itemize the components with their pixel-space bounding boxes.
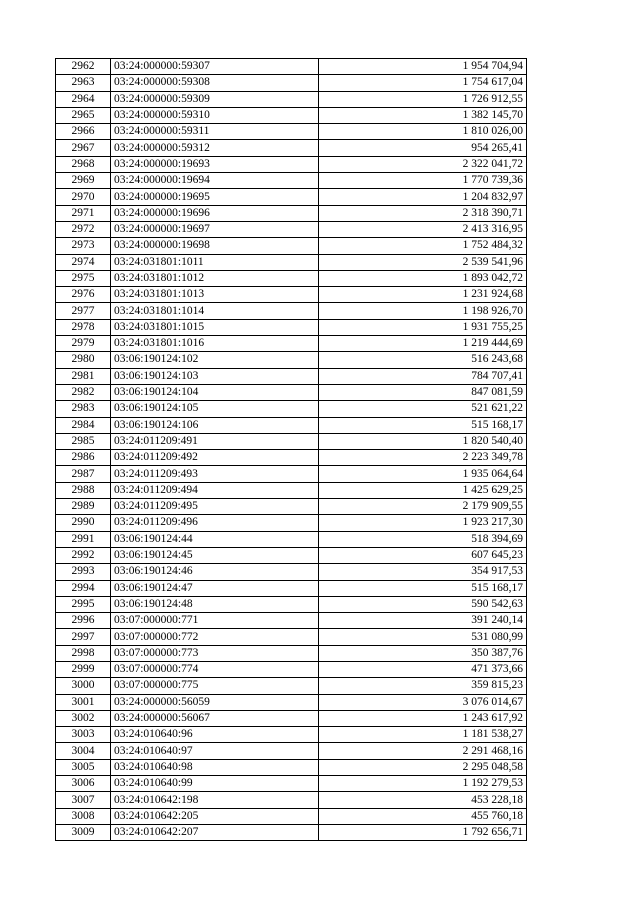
row-number-cell: 3006	[56, 776, 111, 792]
cadastral-value-cell: 350 387,76	[319, 645, 527, 661]
cadastral-number-cell: 03:24:000000:56059	[111, 694, 319, 710]
cadastral-number-cell: 03:24:010640:97	[111, 743, 319, 759]
cadastral-value-cell: 1 923 217,30	[319, 515, 527, 531]
cadastral-number-cell: 03:24:010640:98	[111, 759, 319, 775]
cadastral-number-cell: 03:06:190124:106	[111, 417, 319, 433]
cadastral-value-cell: 1 954 704,94	[319, 59, 527, 75]
cadastral-value-cell: 1 752 484,32	[319, 238, 527, 254]
cadastral-number-cell: 03:24:031801:1014	[111, 303, 319, 319]
cadastral-number-cell: 03:06:190124:102	[111, 352, 319, 368]
cadastral-number-cell: 03:24:011209:492	[111, 450, 319, 466]
row-number-cell: 2998	[56, 645, 111, 661]
cadastral-number-cell: 03:07:000000:773	[111, 645, 319, 661]
cadastral-number-cell: 03:06:190124:105	[111, 401, 319, 417]
row-number-cell: 3002	[56, 710, 111, 726]
table-row	[56, 107, 527, 123]
cadastral-number-cell: 03:24:000000:19696	[111, 205, 319, 221]
row-number-cell: 2978	[56, 319, 111, 335]
row-number-cell: 2987	[56, 466, 111, 482]
table-row	[56, 75, 527, 91]
row-number-cell: 2967	[56, 140, 111, 156]
cadastral-value-cell: 2 179 909,55	[319, 499, 527, 515]
table-row	[56, 678, 527, 694]
table-row	[56, 221, 527, 237]
cadastral-value-cell: 391 240,14	[319, 613, 527, 629]
cadastral-number-cell: 03:07:000000:775	[111, 678, 319, 694]
cadastral-number-cell: 03:24:000000:59307	[111, 59, 319, 75]
cadastral-value-cell: 1 931 755,25	[319, 319, 527, 335]
cadastral-number-cell: 03:24:010642:207	[111, 824, 319, 840]
table-row	[56, 629, 527, 645]
table-row	[56, 710, 527, 726]
cadastral-value-cell: 1 181 538,27	[319, 727, 527, 743]
row-number-cell: 2981	[56, 368, 111, 384]
cadastral-number-cell: 03:06:190124:45	[111, 547, 319, 563]
cadastral-number-cell: 03:24:010640:96	[111, 727, 319, 743]
row-number-cell: 2996	[56, 613, 111, 629]
row-number-cell: 2984	[56, 417, 111, 433]
cadastral-number-cell: 03:24:000000:19694	[111, 173, 319, 189]
table-row	[56, 743, 527, 759]
cadastral-value-cell: 1 219 444,69	[319, 336, 527, 352]
row-number-cell: 2964	[56, 91, 111, 107]
row-number-cell: 2968	[56, 156, 111, 172]
document-page	[55, 58, 527, 841]
cadastral-number-cell: 03:24:031801:1015	[111, 319, 319, 335]
cadastral-number-cell: 03:24:000000:59310	[111, 107, 319, 123]
row-number-cell: 2969	[56, 173, 111, 189]
cadastral-number-cell: 03:24:031801:1011	[111, 254, 319, 270]
cadastral-value-cell: 354 917,53	[319, 564, 527, 580]
cadastral-value-cell: 471 373,66	[319, 661, 527, 677]
row-number-cell: 2992	[56, 547, 111, 563]
cadastral-number-cell: 03:07:000000:774	[111, 661, 319, 677]
cadastral-number-cell: 03:24:011209:496	[111, 515, 319, 531]
row-number-cell: 2999	[56, 661, 111, 677]
table-row	[56, 417, 527, 433]
cadastral-number-cell: 03:24:011209:495	[111, 499, 319, 515]
cadastral-value-cell: 2 413 316,95	[319, 221, 527, 237]
cadastral-number-cell: 03:06:190124:48	[111, 596, 319, 612]
row-number-cell: 2989	[56, 499, 111, 515]
cadastral-number-cell: 03:06:190124:47	[111, 580, 319, 596]
row-number-cell: 2963	[56, 75, 111, 91]
cadastral-value-cell: 515 168,17	[319, 580, 527, 596]
table-row	[56, 156, 527, 172]
table-row	[56, 466, 527, 482]
table-row	[56, 580, 527, 596]
table-row	[56, 694, 527, 710]
table-row	[56, 792, 527, 808]
cadastral-number-cell: 03:07:000000:772	[111, 629, 319, 645]
table-row	[56, 596, 527, 612]
cadastral-value-cell: 1 382 145,70	[319, 107, 527, 123]
cadastral-value-cell: 1 192 279,53	[319, 776, 527, 792]
row-number-cell: 2966	[56, 124, 111, 140]
table-row	[56, 205, 527, 221]
table-row	[56, 189, 527, 205]
cadastral-value-cell: 2 295 048,58	[319, 759, 527, 775]
cadastral-value-cell: 1 820 540,40	[319, 433, 527, 449]
cadastral-number-cell: 03:24:011209:491	[111, 433, 319, 449]
cadastral-value-cell: 954 265,41	[319, 140, 527, 156]
cadastral-value-cell: 518 394,69	[319, 531, 527, 547]
row-number-cell: 2972	[56, 221, 111, 237]
table-row	[56, 564, 527, 580]
row-number-cell: 2980	[56, 352, 111, 368]
cadastral-number-cell: 03:24:010642:198	[111, 792, 319, 808]
row-number-cell: 3008	[56, 808, 111, 824]
row-number-cell: 2962	[56, 59, 111, 75]
cadastral-number-cell: 03:06:190124:103	[111, 368, 319, 384]
table-row	[56, 613, 527, 629]
cadastral-value-cell: 1 810 026,00	[319, 124, 527, 140]
cadastral-value-cell: 847 081,59	[319, 384, 527, 400]
row-number-cell: 3009	[56, 824, 111, 840]
row-number-cell: 2991	[56, 531, 111, 547]
table-row	[56, 450, 527, 466]
cadastral-number-cell: 03:24:000000:19693	[111, 156, 319, 172]
table-row	[56, 401, 527, 417]
cadastral-value-cell: 1 754 617,04	[319, 75, 527, 91]
cadastral-value-cell: 1 425 629,25	[319, 482, 527, 498]
table-row	[56, 352, 527, 368]
cadastral-number-cell: 03:24:031801:1016	[111, 336, 319, 352]
table-row	[56, 515, 527, 531]
row-number-cell: 2971	[56, 205, 111, 221]
table-row	[56, 433, 527, 449]
cadastral-value-cell: 1 770 739,36	[319, 173, 527, 189]
table-row	[56, 531, 527, 547]
row-number-cell: 3001	[56, 694, 111, 710]
cadastral-value-cell: 1 792 656,71	[319, 824, 527, 840]
row-number-cell: 2979	[56, 336, 111, 352]
cadastral-value-cell: 1 231 924,68	[319, 287, 527, 303]
cadastral-number-cell: 03:24:011209:494	[111, 482, 319, 498]
cadastral-value-cell: 784 707,41	[319, 368, 527, 384]
table-row	[56, 287, 527, 303]
table-row	[56, 238, 527, 254]
cadastral-value-cell: 1 243 617,92	[319, 710, 527, 726]
table-row	[56, 727, 527, 743]
row-number-cell: 2970	[56, 189, 111, 205]
cadastral-number-cell: 03:24:031801:1012	[111, 270, 319, 286]
row-number-cell: 3005	[56, 759, 111, 775]
row-number-cell: 2965	[56, 107, 111, 123]
row-number-cell: 2994	[56, 580, 111, 596]
cadastral-value-cell: 2 318 390,71	[319, 205, 527, 221]
cadastral-number-cell: 03:24:000000:56067	[111, 710, 319, 726]
table-row	[56, 482, 527, 498]
cadastral-number-cell: 03:24:000000:59309	[111, 91, 319, 107]
cadastral-value-table	[55, 58, 527, 841]
table-row	[56, 173, 527, 189]
cadastral-value-cell: 607 645,23	[319, 547, 527, 563]
cadastral-value-cell: 455 760,18	[319, 808, 527, 824]
cadastral-value-cell: 516 243,68	[319, 352, 527, 368]
cadastral-number-cell: 03:24:000000:19698	[111, 238, 319, 254]
cadastral-value-cell: 521 621,22	[319, 401, 527, 417]
row-number-cell: 2974	[56, 254, 111, 270]
cadastral-value-cell: 590 542,63	[319, 596, 527, 612]
cadastral-number-cell: 03:07:000000:771	[111, 613, 319, 629]
cadastral-value-cell: 1 935 064,64	[319, 466, 527, 482]
row-number-cell: 2977	[56, 303, 111, 319]
row-number-cell: 2988	[56, 482, 111, 498]
table-row	[56, 645, 527, 661]
table-row	[56, 140, 527, 156]
row-number-cell: 2997	[56, 629, 111, 645]
row-number-cell: 2995	[56, 596, 111, 612]
row-number-cell: 2973	[56, 238, 111, 254]
row-number-cell: 2986	[56, 450, 111, 466]
cadastral-number-cell: 03:06:190124:44	[111, 531, 319, 547]
table-row	[56, 91, 527, 107]
cadastral-value-cell: 2 223 349,78	[319, 450, 527, 466]
cadastral-number-cell: 03:24:000000:19697	[111, 221, 319, 237]
row-number-cell: 2990	[56, 515, 111, 531]
table-row	[56, 808, 527, 824]
table-row	[56, 499, 527, 515]
cadastral-number-cell: 03:06:190124:104	[111, 384, 319, 400]
table-row	[56, 776, 527, 792]
table-row	[56, 254, 527, 270]
row-number-cell: 3004	[56, 743, 111, 759]
cadastral-value-cell: 515 168,17	[319, 417, 527, 433]
row-number-cell: 3007	[56, 792, 111, 808]
table-body	[56, 59, 527, 841]
cadastral-number-cell: 03:24:031801:1013	[111, 287, 319, 303]
table-row	[56, 59, 527, 75]
cadastral-value-cell: 2 539 541,96	[319, 254, 527, 270]
table-row	[56, 124, 527, 140]
cadastral-number-cell: 03:24:011209:493	[111, 466, 319, 482]
row-number-cell: 2975	[56, 270, 111, 286]
cadastral-value-cell: 3 076 014,67	[319, 694, 527, 710]
table-row	[56, 336, 527, 352]
row-number-cell: 2993	[56, 564, 111, 580]
table-row	[56, 384, 527, 400]
cadastral-number-cell: 03:24:000000:59308	[111, 75, 319, 91]
cadastral-value-cell: 2 322 041,72	[319, 156, 527, 172]
table-row	[56, 303, 527, 319]
table-row	[56, 824, 527, 840]
cadastral-number-cell: 03:24:000000:19695	[111, 189, 319, 205]
cadastral-value-cell: 1 893 042,72	[319, 270, 527, 286]
table-row	[56, 368, 527, 384]
table-row	[56, 319, 527, 335]
cadastral-number-cell: 03:24:010642:205	[111, 808, 319, 824]
cadastral-value-cell: 359 815,23	[319, 678, 527, 694]
cadastral-value-cell: 2 291 468,16	[319, 743, 527, 759]
row-number-cell: 2982	[56, 384, 111, 400]
cadastral-value-cell: 1 726 912,55	[319, 91, 527, 107]
cadastral-value-cell: 531 080,99	[319, 629, 527, 645]
table-row	[56, 547, 527, 563]
table-row	[56, 661, 527, 677]
row-number-cell: 2976	[56, 287, 111, 303]
row-number-cell: 2983	[56, 401, 111, 417]
cadastral-number-cell: 03:24:000000:59312	[111, 140, 319, 156]
row-number-cell: 3000	[56, 678, 111, 694]
table-row	[56, 759, 527, 775]
row-number-cell: 3003	[56, 727, 111, 743]
cadastral-number-cell: 03:24:000000:59311	[111, 124, 319, 140]
table-row	[56, 270, 527, 286]
cadastral-value-cell: 1 198 926,70	[319, 303, 527, 319]
cadastral-number-cell: 03:24:010640:99	[111, 776, 319, 792]
cadastral-number-cell: 03:06:190124:46	[111, 564, 319, 580]
row-number-cell: 2985	[56, 433, 111, 449]
cadastral-value-cell: 453 228,18	[319, 792, 527, 808]
cadastral-value-cell: 1 204 832,97	[319, 189, 527, 205]
